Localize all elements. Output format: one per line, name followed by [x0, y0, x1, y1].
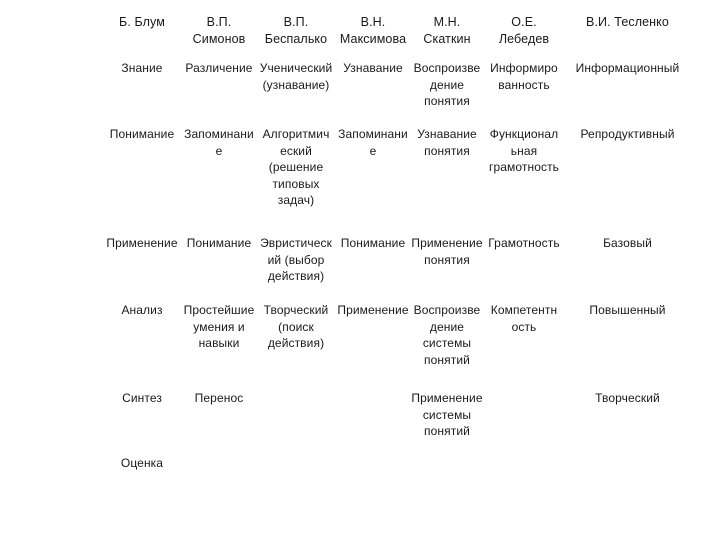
- row5-blum: Синтез: [122, 391, 162, 405]
- row5-skatkin: Применение системы понятий: [411, 391, 483, 438]
- row4-skatkin: Воспроизве дение системы понятий: [413, 303, 481, 367]
- row2-simonov: Запоминани е: [184, 127, 254, 158]
- header-lebedev: О.Е. Лебедев: [498, 15, 550, 46]
- row4-simonov: Простейшие умения и навыки: [183, 303, 255, 350]
- row1-blum: Знание: [121, 61, 163, 75]
- row2-maksimova: Запоминани е: [338, 127, 408, 158]
- row4-maksimova: Применение: [337, 303, 409, 317]
- header-simonov: В.П. Симонов: [192, 15, 246, 46]
- row1-maksimova: Узнавание: [343, 61, 403, 75]
- row1-skatkin: Воспроизве дение понятия: [413, 61, 481, 108]
- row3-maksimova: Понимание: [340, 236, 406, 250]
- row6-blum: Оценка: [120, 456, 164, 470]
- row1-teslenko: Информационный: [575, 61, 680, 75]
- row4-bespalko: Творческий (поиск действия): [263, 303, 329, 350]
- row4-teslenko: Повышенный: [589, 303, 666, 317]
- row2-bespalko: Алгоритмич еский (решение типовых задач): [262, 127, 330, 207]
- row3-bespalko: Эвристическ ий (выбор действия): [260, 236, 332, 283]
- row2-teslenko: Репродуктивный: [580, 127, 675, 141]
- row1-bespalko: Ученический (узнавание): [259, 61, 333, 92]
- row3-teslenko: Базовый: [603, 236, 652, 250]
- row1-simonov: Различение: [185, 61, 253, 75]
- row3-lebedev: Грамотность: [488, 236, 560, 250]
- row2-blum: Понимание: [109, 127, 175, 141]
- header-teslenko: В.И. Тесленко: [586, 15, 669, 29]
- header-skatkin: М.Н. Скаткин: [423, 15, 471, 46]
- row2-skatkin: Узнавание понятия: [417, 127, 477, 158]
- row2-lebedev: Функционал ьная грамотность: [488, 127, 560, 174]
- row5-simonov: Перенос: [194, 391, 244, 405]
- row1-lebedev: Информиро ванность: [490, 61, 558, 92]
- header-maksimova: В.Н. Максимова: [339, 15, 407, 46]
- row5-teslenko: Творческий: [595, 391, 660, 405]
- row4-blum: Анализ: [121, 303, 163, 317]
- row3-simonov: Понимание: [186, 236, 252, 250]
- header-blum: Б. Блум: [119, 15, 165, 29]
- row4-lebedev: Компетентн ость: [490, 303, 558, 334]
- row3-blum: Применение: [106, 236, 178, 250]
- header-bespalko: В.П. Беспалько: [264, 15, 328, 46]
- row3-skatkin: Применение понятия: [411, 236, 483, 267]
